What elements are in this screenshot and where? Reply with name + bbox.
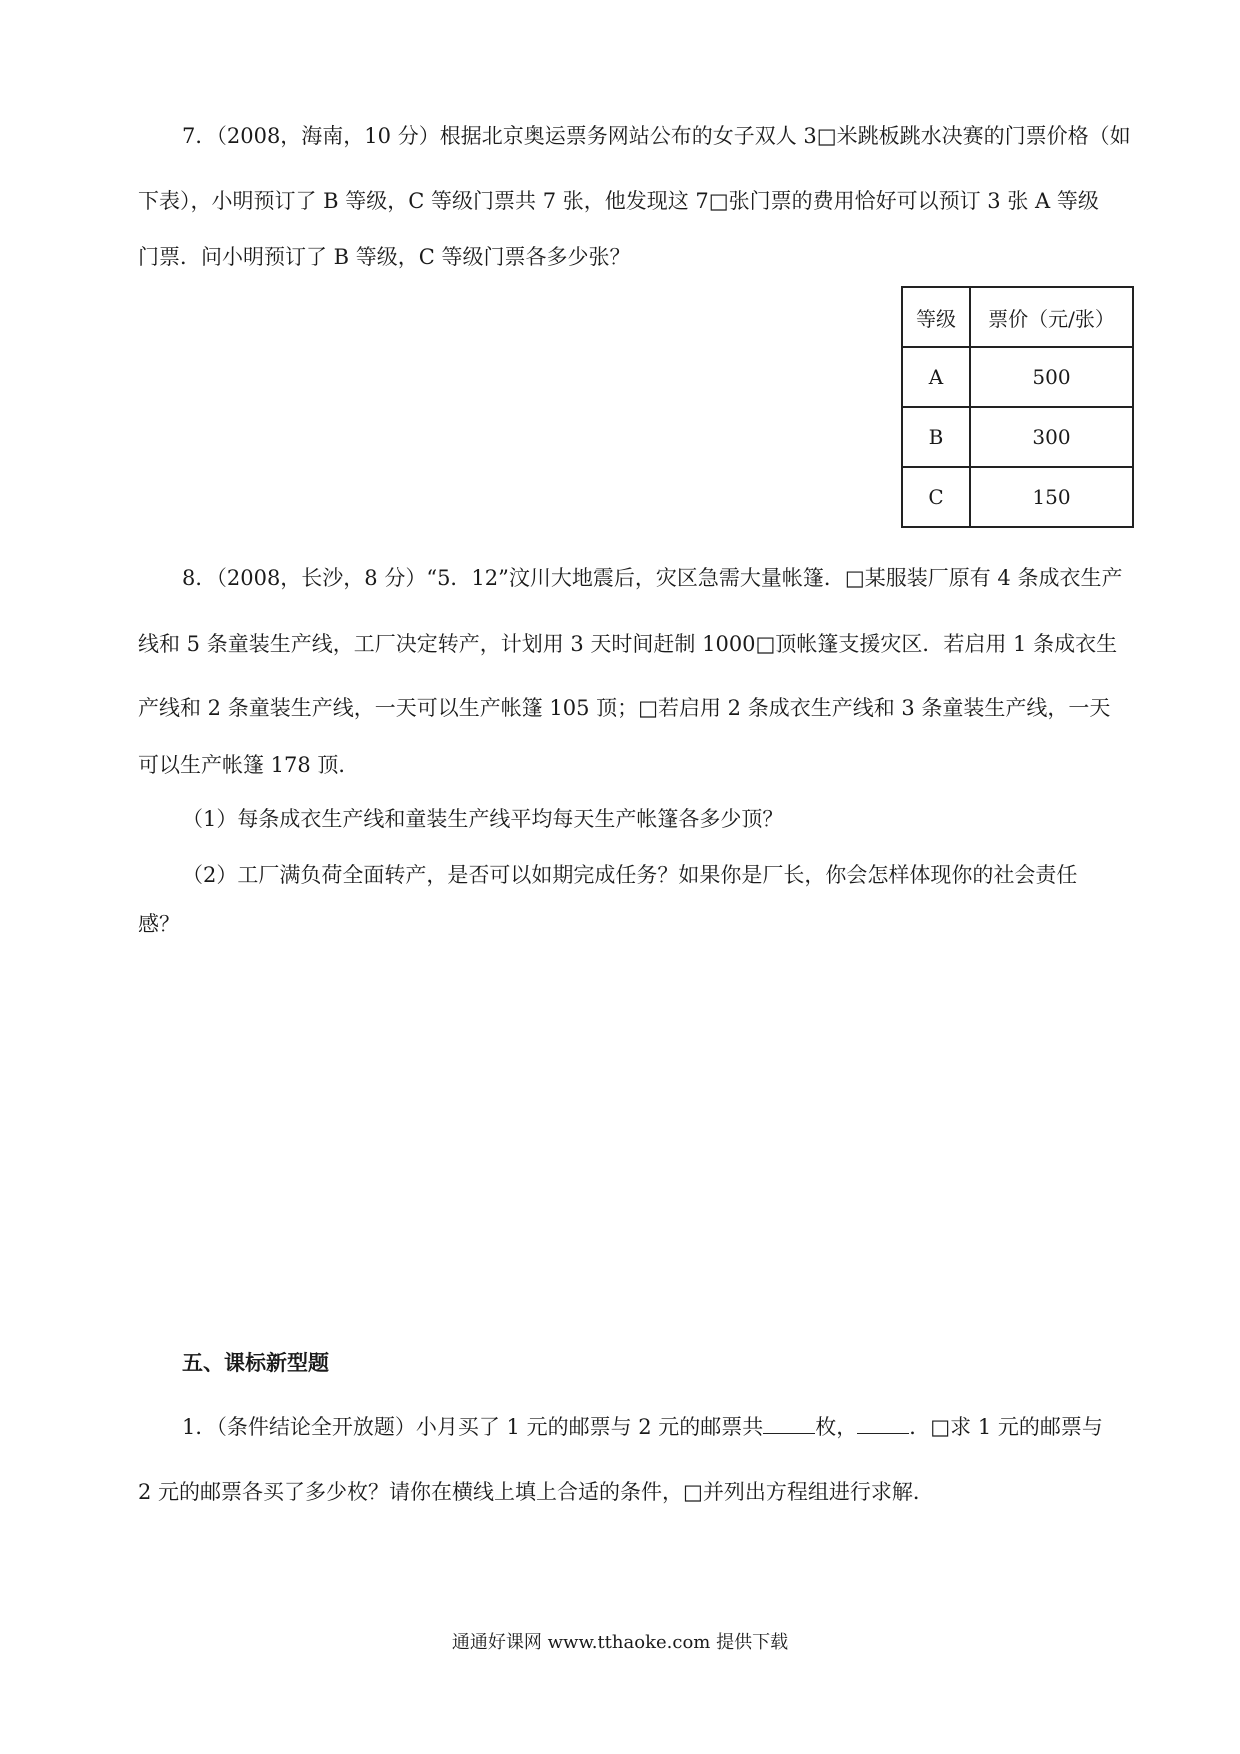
table-header-cell: 票价（元/张） <box>970 287 1133 347</box>
answer-blank-2[interactable] <box>857 1415 909 1434</box>
table-cell-grade: A <box>902 347 970 407</box>
q8-subquestion-2-line-1: （2）工厂满负荷全面转产，是否可以如期完成任务？如果你是厂长，你会怎样体现你的社会责任 <box>182 863 1078 887</box>
q8-subquestion-1: （1）每条成衣生产线和童装生产线平均每天生产帐篷各多少顶？ <box>182 807 784 831</box>
table-cell-grade: C <box>902 467 970 527</box>
table-header-row <box>902 287 1133 347</box>
table-cell-price: 150 <box>970 467 1133 527</box>
section-heading: 五、课标新型题 <box>182 1350 329 1375</box>
table-row <box>902 467 1133 527</box>
answer-blank-1[interactable] <box>763 1415 815 1434</box>
table-cell-price: 500 <box>970 347 1133 407</box>
q1-text-part-2: 枚， <box>815 1415 858 1439</box>
q8-line-4: 可以生产帐篷 178 顶． <box>138 753 360 777</box>
q7-line-1: 7．（2008，海南，10 分）根据北京奥运票务网站公布的女子双人 3□米跳板跳水决赛的门票价格（如 <box>182 124 1131 148</box>
q7-line-2: 下表），小明预订了 B 等级，C 等级门票共 7 张，他发现这 7□张门票的费用恰好可以预订 3 张 A 等级 <box>138 189 1099 213</box>
q1-text-part-3: ．□求 1 元的邮票与 <box>909 1415 1103 1439</box>
page-footer: 通通好课网 www.tthaoke.com 提供下载 <box>451 1632 789 1653</box>
section5-q1-line-2: 2 元的邮票各买了多少枚？请你在横线上填上合适的条件，□并列出方程组进行求解． <box>138 1480 934 1504</box>
table-header-cell: 等级 <box>902 287 970 347</box>
table-row <box>902 347 1133 407</box>
table-cell-price: 300 <box>970 407 1133 467</box>
table-cell-grade: B <box>902 407 970 467</box>
q7-line-3: 门票．问小明预订了 B 等级，C 等级门票各多少张？ <box>138 245 631 269</box>
table-row <box>902 407 1133 467</box>
q1-text-part-1: 1．（条件结论全开放题）小月买了 1 元的邮票与 2 元的邮票共 <box>182 1415 764 1439</box>
q8-line-1: 8．（2008，长沙，8 分）“5．12”汶川大地震后，灾区急需大量帐篷．□某服装厂原有 4 条成衣生产 <box>182 566 1123 590</box>
ticket-price-table <box>901 286 1134 528</box>
q8-line-2: 线和 5 条童装生产线，工厂决定转产，计划用 3 天时间赶制 1000□顶帐篷支援灾区．若启用 1 条成衣生 <box>138 632 1118 656</box>
section5-q1-line-1 <box>182 1411 1103 1441</box>
q8-subquestion-2-line-2: 感？ <box>138 912 180 936</box>
q8-line-3: 产线和 2 条童装生产线，一天可以生产帐篷 105 顶；□若启用 2 条成衣生产线和 3 条童装生产线，一天 <box>138 696 1111 720</box>
